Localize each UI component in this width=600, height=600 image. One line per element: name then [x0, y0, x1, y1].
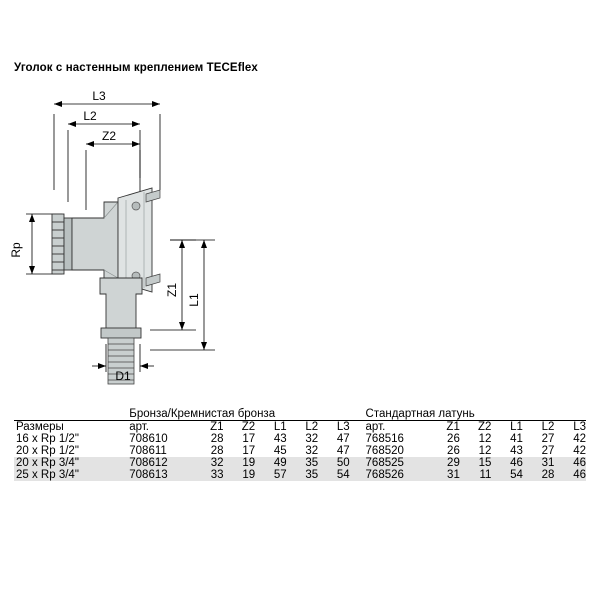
- cell-l3-brass: 46: [573, 469, 586, 481]
- cell-size: 16 x Rp 1/2": [16, 433, 79, 445]
- column-header-z1-bronze: Z1: [210, 421, 224, 433]
- cell-l2-bronze: 35: [305, 469, 319, 481]
- cell-art-bronze: 708610: [129, 433, 168, 445]
- cell-l2-bronze: 32: [305, 433, 319, 445]
- cell-z1-bronze: 28: [210, 445, 224, 457]
- column-header-l1-bronze: L1: [273, 421, 287, 433]
- column-header-size: Размеры: [16, 421, 64, 433]
- cell-z2-brass: 15: [478, 457, 492, 469]
- cell-z2-brass: 12: [478, 445, 492, 457]
- cell-l2-brass: 28: [541, 469, 555, 481]
- cell-art-brass: 768526: [365, 469, 404, 481]
- cell-l2-brass: 31: [541, 457, 555, 469]
- table-column-header-row: [14, 421, 586, 433]
- cell-z2-brass: 12: [478, 433, 492, 445]
- cell-l1-brass: 54: [510, 469, 523, 481]
- table-row: [14, 445, 586, 457]
- column-header-z2-brass: Z2: [478, 421, 492, 433]
- cell-art-bronze: 708612: [129, 457, 168, 469]
- table-row: [14, 433, 586, 445]
- group-header-spacer: [14, 408, 129, 420]
- cell-size: 25 x Rp 3/4": [16, 469, 79, 481]
- page-title: Уголок с настенным креплением TECEflex: [14, 62, 258, 74]
- cell-l1-bronze: 57: [273, 469, 287, 481]
- column-header-art-bronze: арт.: [129, 421, 149, 433]
- cell-art-brass: 768520: [365, 445, 404, 457]
- dimension-label-l1: L1: [187, 293, 201, 307]
- cell-l3-brass: 42: [573, 445, 586, 457]
- dimension-label-l2: L2: [83, 109, 97, 123]
- cell-l1-bronze: 45: [273, 445, 287, 457]
- cell-z1-bronze: 28: [210, 433, 224, 445]
- cell-l1-bronze: 49: [273, 457, 287, 469]
- dimension-label-z2: Z2: [101, 129, 117, 143]
- group-header-bronze: Бронза/Кремнистая бронза: [129, 408, 276, 420]
- dimension-label-d1: D1: [115, 369, 131, 383]
- column-header-z1-brass: Z1: [446, 421, 460, 433]
- cell-z1-brass: 31: [447, 469, 460, 481]
- specifications-table: [14, 408, 586, 481]
- cell-l3-bronze: 54: [336, 469, 350, 481]
- cell-z1-brass: 26: [447, 445, 460, 457]
- technical-drawing: [0, 82, 600, 392]
- cell-l2-bronze: 35: [305, 457, 319, 469]
- dimension-label-rp: Rp: [9, 242, 23, 258]
- cell-l1-brass: 41: [510, 433, 523, 445]
- cell-z1-bronze: 32: [210, 457, 224, 469]
- cell-l1-brass: 43: [510, 445, 523, 457]
- column-header-art-brass: арт.: [365, 421, 386, 433]
- cell-art-brass: 768516: [365, 433, 404, 445]
- cell-z2-bronze: 19: [242, 457, 256, 469]
- group-header-brass: Стандартная латунь: [365, 408, 475, 420]
- cell-art-brass: 768525: [365, 457, 404, 469]
- cell-l2-bronze: 32: [305, 445, 319, 457]
- column-header-z2-bronze: Z2: [241, 421, 256, 433]
- table-group-header-row: [14, 408, 586, 420]
- column-header-l2-brass: L2: [541, 421, 555, 433]
- cell-art-bronze: 708611: [129, 445, 167, 457]
- cell-l1-bronze: 43: [273, 433, 287, 445]
- group-header-gap: [350, 408, 366, 420]
- column-header-gap: [350, 421, 366, 433]
- cell-l2-brass: 27: [541, 433, 555, 445]
- table-row: [14, 469, 586, 481]
- cell-size: 20 x Rp 3/4": [16, 457, 79, 469]
- table-row: [14, 457, 586, 469]
- column-header-l3-bronze: L3: [336, 421, 350, 433]
- cell-l3-brass: 42: [573, 433, 586, 445]
- cell-gap: [350, 469, 366, 481]
- cell-z2-brass: 11: [479, 469, 492, 481]
- column-header-l2-bronze: L2: [305, 421, 319, 433]
- cell-l1-brass: 46: [510, 457, 523, 469]
- cell-l3-brass: 46: [573, 457, 586, 469]
- dimension-label-z1: Z1: [165, 282, 179, 298]
- dimension-label-l3: L3: [92, 89, 106, 103]
- cell-l2-brass: 27: [541, 445, 555, 457]
- cell-size: 20 x Rp 1/2": [16, 445, 79, 457]
- cell-gap: [350, 445, 366, 457]
- cell-gap: [350, 433, 366, 445]
- cell-z2-bronze: 19: [242, 469, 256, 481]
- cell-art-bronze: 708613: [129, 469, 168, 481]
- cell-z1-bronze: 33: [210, 469, 224, 481]
- cell-l3-bronze: 47: [336, 433, 350, 445]
- column-header-l1-brass: L1: [510, 421, 523, 433]
- cell-l3-bronze: 50: [336, 457, 350, 469]
- column-header-l3-brass: L3: [573, 421, 586, 433]
- cell-l3-bronze: 47: [336, 445, 350, 457]
- cell-z2-bronze: 17: [242, 433, 256, 445]
- cell-gap: [350, 457, 366, 469]
- cell-z2-bronze: 17: [242, 445, 256, 457]
- cell-z1-brass: 26: [447, 433, 460, 445]
- cell-z1-brass: 29: [447, 457, 460, 469]
